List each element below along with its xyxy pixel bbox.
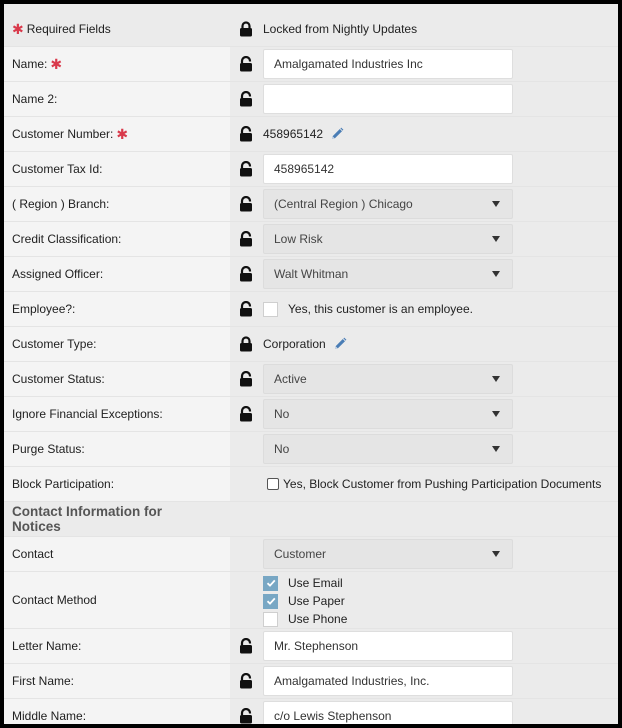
employee-label: Employee?: bbox=[12, 302, 76, 316]
customer-status-select[interactable] bbox=[263, 364, 513, 394]
field-row-customer-status bbox=[4, 362, 618, 397]
purge-status-label: Purge Status: bbox=[12, 442, 85, 456]
name2-input[interactable] bbox=[263, 84, 513, 114]
use-phone-label: Use Phone bbox=[288, 612, 348, 626]
contact-method-options bbox=[263, 574, 347, 628]
lock-open-icon[interactable] bbox=[239, 638, 253, 654]
block-participation-checkbox-label: Yes, Block Customer from Pushing Participation Documents bbox=[283, 477, 602, 491]
customer-status-label: Customer Status: bbox=[12, 372, 105, 386]
field-row-customer-type bbox=[4, 327, 618, 362]
contact-method-option-paper bbox=[263, 592, 347, 610]
lock-closed-icon bbox=[239, 21, 253, 37]
section-title: Contact Information for Notices bbox=[4, 502, 230, 536]
lock-open-icon[interactable] bbox=[239, 301, 253, 317]
use-phone-checkbox[interactable] bbox=[263, 612, 278, 627]
pencil-icon[interactable] bbox=[330, 127, 344, 141]
chevron-down-icon bbox=[492, 236, 500, 242]
field-row-contact bbox=[4, 537, 618, 572]
lock-open-icon[interactable] bbox=[239, 161, 253, 177]
customer-tax-id-input[interactable]: 458965142 bbox=[263, 154, 513, 184]
use-email-checkbox[interactable] bbox=[263, 576, 278, 591]
contact-select[interactable] bbox=[263, 539, 513, 569]
credit-classification-select[interactable] bbox=[263, 224, 513, 254]
field-row-employee bbox=[4, 292, 618, 327]
ignore-financial-exceptions-label: Ignore Financial Exceptions: bbox=[12, 407, 163, 421]
field-row-region-branch bbox=[4, 187, 618, 222]
employee-checkbox[interactable] bbox=[263, 302, 278, 317]
lock-closed-icon[interactable] bbox=[239, 336, 253, 352]
chevron-down-icon bbox=[492, 446, 500, 452]
credit-classification-selected: Low Risk bbox=[274, 232, 323, 246]
name-label: Name: bbox=[12, 57, 48, 71]
contact-label: Contact bbox=[12, 547, 54, 561]
name2-label: Name 2: bbox=[12, 92, 58, 106]
contact-method-option-email bbox=[263, 574, 347, 592]
field-row-name bbox=[4, 47, 618, 82]
field-row-purge-status bbox=[4, 432, 618, 467]
chevron-down-icon bbox=[492, 551, 500, 557]
ignore-financial-exceptions-select[interactable] bbox=[263, 399, 513, 429]
block-participation-label: Block Participation: bbox=[12, 477, 115, 491]
required-legend-text: Required Fields bbox=[26, 22, 111, 36]
field-row-contact-method bbox=[4, 572, 618, 629]
lock-open-icon[interactable] bbox=[239, 371, 253, 387]
use-paper-checkbox[interactable] bbox=[263, 594, 278, 609]
customer-number-value: 458965142 bbox=[263, 127, 324, 141]
lock-open-icon[interactable] bbox=[239, 231, 253, 247]
lock-open-icon[interactable] bbox=[239, 406, 253, 422]
lock-open-icon[interactable] bbox=[239, 266, 253, 282]
region-branch-label: ( Region ) Branch: bbox=[12, 197, 110, 211]
lock-open-icon[interactable] bbox=[239, 673, 253, 689]
assigned-officer-label: Assigned Officer: bbox=[12, 267, 104, 281]
chevron-down-icon bbox=[492, 411, 500, 417]
field-row-ignore-financial-exceptions bbox=[4, 397, 618, 432]
field-row-middle-name bbox=[4, 699, 618, 724]
employee-checkbox-label: Yes, this customer is an employee. bbox=[288, 302, 473, 316]
field-row-name2 bbox=[4, 82, 618, 117]
customer-form bbox=[4, 4, 618, 724]
field-row-customer-number bbox=[4, 117, 618, 152]
region-branch-select[interactable] bbox=[263, 189, 513, 219]
field-row-customer-tax-id bbox=[4, 152, 618, 187]
field-row-assigned-officer bbox=[4, 257, 618, 292]
ignore-financial-exceptions-selected: No bbox=[274, 407, 290, 421]
lock-open-icon[interactable] bbox=[239, 196, 253, 212]
customer-type-label: Customer Type: bbox=[12, 337, 97, 351]
purge-status-selected: No bbox=[274, 442, 290, 456]
lock-open-icon[interactable] bbox=[239, 56, 253, 72]
customer-tax-id-label: Customer Tax Id: bbox=[12, 162, 103, 176]
customer-type-value: Corporation bbox=[263, 337, 326, 351]
contact-method-label: Contact Method bbox=[12, 593, 97, 607]
middle-name-input[interactable]: c/o Lewis Stephenson bbox=[263, 701, 513, 724]
required-asterisk-icon: ✱ bbox=[50, 55, 63, 72]
customer-status-selected: Active bbox=[274, 372, 307, 386]
lock-open-icon[interactable] bbox=[239, 126, 253, 142]
block-participation-checkbox[interactable] bbox=[267, 478, 279, 490]
region-branch-selected: (Central Region ) Chicago bbox=[274, 197, 413, 211]
use-email-label: Use Email bbox=[288, 576, 343, 590]
first-name-input[interactable]: Amalgamated Industries, Inc. bbox=[263, 666, 513, 696]
chevron-down-icon bbox=[492, 376, 500, 382]
middle-name-label: Middle Name: bbox=[12, 709, 87, 723]
field-row-credit-classification bbox=[4, 222, 618, 257]
contact-selected: Customer bbox=[274, 547, 327, 561]
required-asterisk-icon: ✱ bbox=[12, 20, 24, 37]
use-paper-label: Use Paper bbox=[288, 594, 345, 608]
field-row-first-name bbox=[4, 664, 618, 699]
assigned-officer-select[interactable] bbox=[263, 259, 513, 289]
lock-open-icon[interactable] bbox=[239, 91, 253, 107]
field-row-letter-name bbox=[4, 629, 618, 664]
locked-legend-text: Locked from Nightly Updates bbox=[263, 22, 418, 36]
check-icon bbox=[265, 595, 277, 607]
chevron-down-icon bbox=[492, 201, 500, 207]
customer-number-label: Customer Number: bbox=[12, 127, 114, 141]
required-legend bbox=[4, 12, 230, 46]
letter-name-input[interactable]: Mr. Stephenson bbox=[263, 631, 513, 661]
assigned-officer-selected: Walt Whitman bbox=[274, 267, 349, 281]
field-row-block-participation bbox=[4, 467, 618, 502]
purge-status-select[interactable] bbox=[263, 434, 513, 464]
contact-section-header bbox=[4, 502, 618, 537]
name-input[interactable]: Amalgamated Industries Inc bbox=[263, 49, 513, 79]
pencil-icon[interactable] bbox=[333, 337, 347, 351]
first-name-label: First Name: bbox=[12, 674, 75, 688]
chevron-down-icon bbox=[492, 271, 500, 277]
credit-classification-label: Credit Classification: bbox=[12, 232, 122, 246]
check-icon bbox=[265, 577, 277, 589]
lock-open-icon[interactable] bbox=[239, 708, 253, 724]
contact-method-option-phone bbox=[263, 610, 347, 628]
required-asterisk-icon: ✱ bbox=[116, 125, 129, 142]
legend-row bbox=[4, 12, 618, 47]
letter-name-label: Letter Name: bbox=[12, 639, 82, 653]
